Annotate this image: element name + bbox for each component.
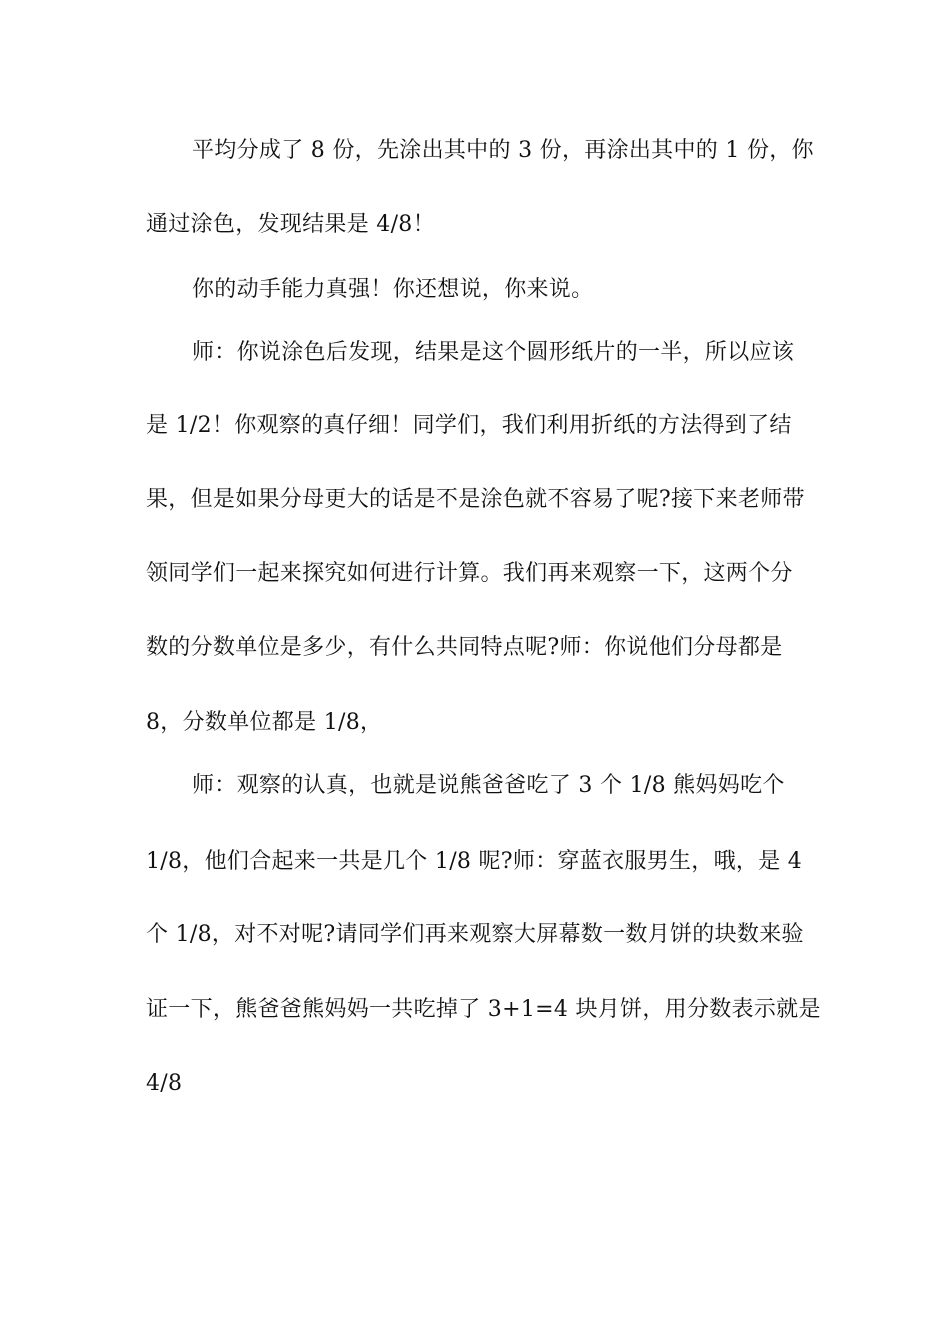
text-line: 平均分成了 8 份，先涂出其中的 3 份，再涂出其中的 1 份，你: [192, 138, 814, 163]
text-line: 8，分数单位都是 1/8，: [146, 710, 383, 735]
text-line: 果，但是如果分母更大的话是不是涂色就不容易了呢?接下来老师带: [146, 487, 805, 512]
text-line: 是 1/2！你观察的真仔细！同学们，我们利用折纸的方法得到了结: [146, 413, 792, 438]
text-line: 1/8，他们合起来一共是几个 1/8 呢?师：穿蓝衣服男生，哦，是 4: [146, 849, 803, 874]
text-line: 个 1/8，对不对呢?请同学们再来观察大屏幕数一数月饼的块数来验: [146, 922, 804, 947]
text-line: 证一下，熊爸爸熊妈妈一共吃掉了 3+1=4 块月饼，用分数表示就是: [146, 997, 821, 1022]
text-line: 你的动手能力真强！你还想说，你来说。: [192, 277, 594, 302]
text-line: 领同学们一起来探究如何进行计算。我们再来观察一下，这两个分: [146, 561, 793, 586]
text-line: 4/8: [146, 1071, 183, 1096]
text-line: 师：你说涂色后发现，结果是这个圆形纸片的一半，所以应该: [192, 340, 795, 365]
text-line: 师：观察的认真，也就是说熊爸爸吃了 3 个 1/8 熊妈妈吃个: [192, 773, 785, 798]
text-line: 通过涂色，发现结果是 4/8！: [146, 212, 435, 237]
text-line: 数的分数单位是多少，有什么共同特点呢?师：你说他们分母都是: [146, 635, 783, 660]
